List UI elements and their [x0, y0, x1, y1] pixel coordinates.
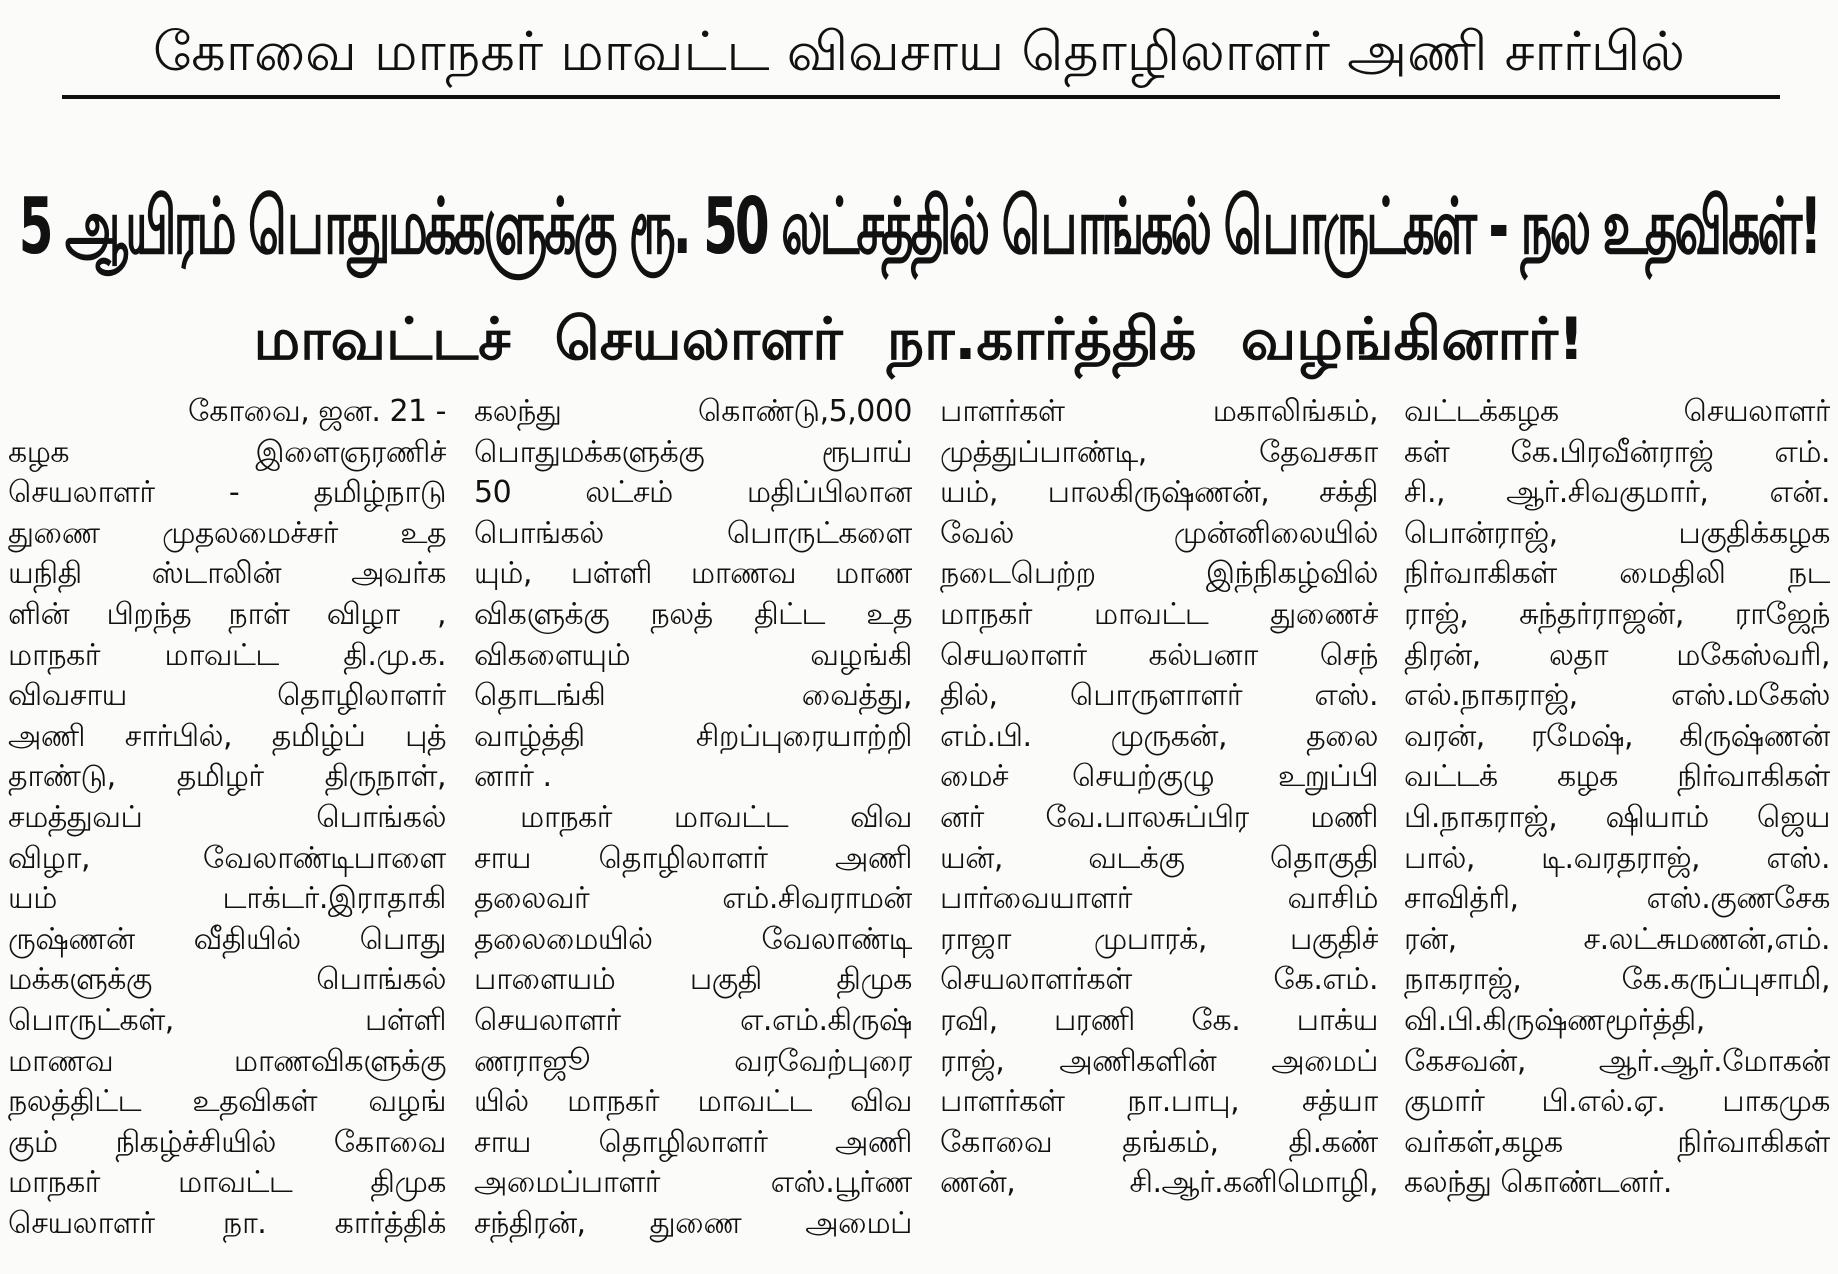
body-line: யில் மாநகர் மாவட்ட விவ [474, 1084, 912, 1120]
headline: 5 ஆயிரம் பொதுமக்களுக்கு ரூ. 50 லட்சத்தில் பொங்கல் பொருட்கள் - நல உதவிகள்! [18, 181, 1820, 272]
body-line: 50 லட்சம் மதிப்பிலான [474, 475, 912, 511]
body-line: சி., ஆர்.சிவகுமார், என். [1404, 475, 1830, 511]
body-line: துணை முதலமைச்சர் உத [8, 515, 446, 551]
body-line: விவசாய தொழிலாளர் [8, 678, 446, 714]
body-line: வரன், ரமேஷ், கிருஷ்ணன் [1404, 718, 1830, 754]
body-line: சாய தொழிலாளர் அணி [474, 840, 912, 876]
body-line: அமைப்பாளர் எஸ்.பூர்ண [474, 1165, 912, 1201]
body-line: னர் வே.பாலசுப்பிர மணி [940, 799, 1378, 835]
body-line: எம்.பி. முருகன், தலை [940, 718, 1378, 754]
body-line: யம், பாலகிருஷ்ணன், சக்தி [940, 475, 1378, 511]
body-line: பாளர்கள் நா.பாபு, சத்யா [940, 1084, 1378, 1120]
body-line: ராஜ், அணிகளின் அமைப் [940, 1043, 1378, 1079]
body-line: சமத்துவப் பொங்கல் [8, 799, 446, 835]
body-line: பி.நாகராஜ், ஷியாம் ஜெய [1404, 799, 1830, 835]
kicker-line: கோவை மாநகர் மாவட்ட விவசாய தொழிலாளர் அணி சார்பில் [152, 20, 1686, 83]
body-line: தாண்டு, தமிழர் திருநாள், [8, 759, 446, 795]
body-line: யன், வடக்கு தொகுதி [940, 840, 1378, 876]
body-line: ணராஜூ வரவேற்புரை [474, 1043, 912, 1079]
body-line: செயலாளர் நா. கார்த்திக் [8, 1205, 446, 1241]
body-line: வட்டக்கழக செயலாளர் [1404, 394, 1830, 429]
body-line: நடைபெற்ற இந்நிகழ்வில் [940, 556, 1378, 592]
body-line: மாநகர் மாவட்ட திமுக [8, 1165, 446, 1201]
body-line: திரன், லதா மகேஸ்வரி, [1404, 637, 1830, 673]
body-line: ராஜ், சுந்தர்ராஜன், ராஜேந் [1404, 596, 1830, 632]
body-column-3 [940, 392, 1378, 1204]
body-line: நலத்திட்ட உதவிகள் வழங் [8, 1084, 446, 1120]
kicker-rule [62, 95, 1780, 99]
body-line: வட்டக் கழக நிர்வாகிகள் [1404, 759, 1830, 795]
body-line: மைச் செயற்குழு உறுப்பி [940, 759, 1378, 795]
body-line: விழா, வேலாண்டிபாளை [8, 840, 446, 876]
body-line: மாநகர் மாவட்ட தி.மு.க. [8, 637, 446, 673]
body-line: பொருட்கள், பள்ளி [8, 1002, 446, 1038]
body-line: ளின் பிறந்த நாள் விழா , [8, 596, 446, 632]
body-line: கழக இளைஞரணிச் [8, 434, 446, 470]
body-line: செயலாளர்கள் கே.எம். [940, 962, 1378, 998]
body-line: பொன்ராஜ், பகுதிக்கழக [1404, 515, 1830, 551]
body-line: ராஜா முபாரக், பகுதிச் [940, 921, 1378, 957]
body-line: பால், டி.வரதராஜ், எஸ். [1404, 840, 1830, 876]
body-line: பொதுமக்களுக்கு ரூபாய் [474, 434, 912, 470]
body-line: சாய தொழிலாளர் அணி [474, 1124, 912, 1160]
body-line: னார் . [474, 759, 552, 795]
body-line: விகளுக்கு நலத் திட்ட உத [474, 596, 912, 632]
body-line: வாழ்த்தி சிறப்புரையாற்றி [474, 718, 912, 754]
body-line: ணன், சி.ஆர்.கனிமொழி, [940, 1165, 1378, 1201]
body-line: பார்வையாளர் வாசிம் [940, 881, 1378, 917]
article-body [8, 392, 1830, 1270]
body-line: கள் கே.பிரவீன்ராஜ் எம். [1404, 434, 1830, 470]
body-line: ரவி, பரணி கே. பாக்ய [940, 1002, 1378, 1038]
body-line: ரன், ச.லட்சுமணன்,எம். [1404, 921, 1830, 957]
body-line: பாளர்கள் மகாலிங்கம், [940, 394, 1378, 429]
body-line: வி.பி.கிருஷ்ணமூர்த்தி, [1404, 1002, 1705, 1038]
body-line: செயலாளர் கல்பனா செந் [940, 637, 1378, 673]
body-line: கோவை, ஜன. 21 - [187, 394, 446, 429]
body-line: தில், பொருளாளர் எஸ். [940, 678, 1378, 714]
body-line: விகளையும் வழங்கி [474, 637, 912, 673]
body-line: மாணவ மாணவிகளுக்கு [8, 1043, 446, 1079]
body-line: யும், பள்ளி மாணவ மாண [474, 556, 912, 592]
body-line: சாவித்ரி, எஸ்.குணசேக [1404, 881, 1830, 917]
body-line: சந்திரன், துணை அமைப் [474, 1205, 912, 1241]
body-line: நாகராஜ், கே.கருப்புசாமி, [1404, 962, 1830, 998]
body-line: நிர்வாகிகள் மைதிலி நட [1404, 556, 1830, 592]
body-column-2 [474, 392, 912, 1244]
body-line: வேல் முன்னிலையில் [940, 515, 1378, 551]
body-line: செயலாளர் எ.எம்.கிருஷ் [474, 1002, 912, 1038]
body-line: எல்.நாகராஜ், எஸ்.மகேஸ் [1404, 678, 1830, 714]
body-line: யம் டாக்டர்.இராதாகி [8, 881, 446, 917]
body-line: யநிதி ஸ்டாலின் அவர்க [8, 556, 446, 592]
subheadline: மாவட்டச் செயலாளர் நா.கார்த்திக் வழங்கினார்! [253, 305, 1585, 373]
body-line: கலந்து கொண்டனர். [1404, 1165, 1672, 1201]
body-line: கும் நிகழ்ச்சியில் கோவை [8, 1124, 446, 1160]
body-line: கேசவன், ஆர்.ஆர்.மோகன் [1404, 1043, 1830, 1079]
body-line: செயலாளர் - தமிழ்நாடு [8, 475, 446, 511]
body-line: அணி சார்பில், தமிழ்ப் புத் [8, 718, 446, 754]
body-line: கோவை தங்கம், தி.கண் [940, 1124, 1378, 1160]
body-line: தலைமையில் வேலாண்டி [474, 921, 912, 957]
body-column-4 [1404, 392, 1830, 1204]
body-line: கலந்து கொண்டு,5,000 [474, 394, 912, 429]
body-line: முத்துப்பாண்டி, தேவசகா [940, 434, 1378, 470]
body-line: தலைவர் எம்.சிவராமன் [474, 881, 912, 917]
body-line: பொங்கல் பொருட்களை [474, 515, 912, 551]
body-line: மாநகர் மாவட்ட விவ [520, 799, 912, 835]
body-line: மக்களுக்கு பொங்கல் [8, 962, 446, 998]
body-line: தொடங்கி வைத்து, [474, 678, 912, 714]
body-line: பாளையம் பகுதி திமுக [474, 962, 912, 998]
body-column-1 [8, 392, 446, 1244]
body-line: வர்கள்,கழக நிர்வாகிகள் [1404, 1124, 1830, 1160]
body-line: ருஷ்ணன் வீதியில் பொது [8, 921, 446, 957]
body-line: குமார் பி.எல்.ஏ. பாகமுக [1404, 1084, 1830, 1120]
body-line: மாநகர் மாவட்ட துணைச் [940, 596, 1378, 632]
